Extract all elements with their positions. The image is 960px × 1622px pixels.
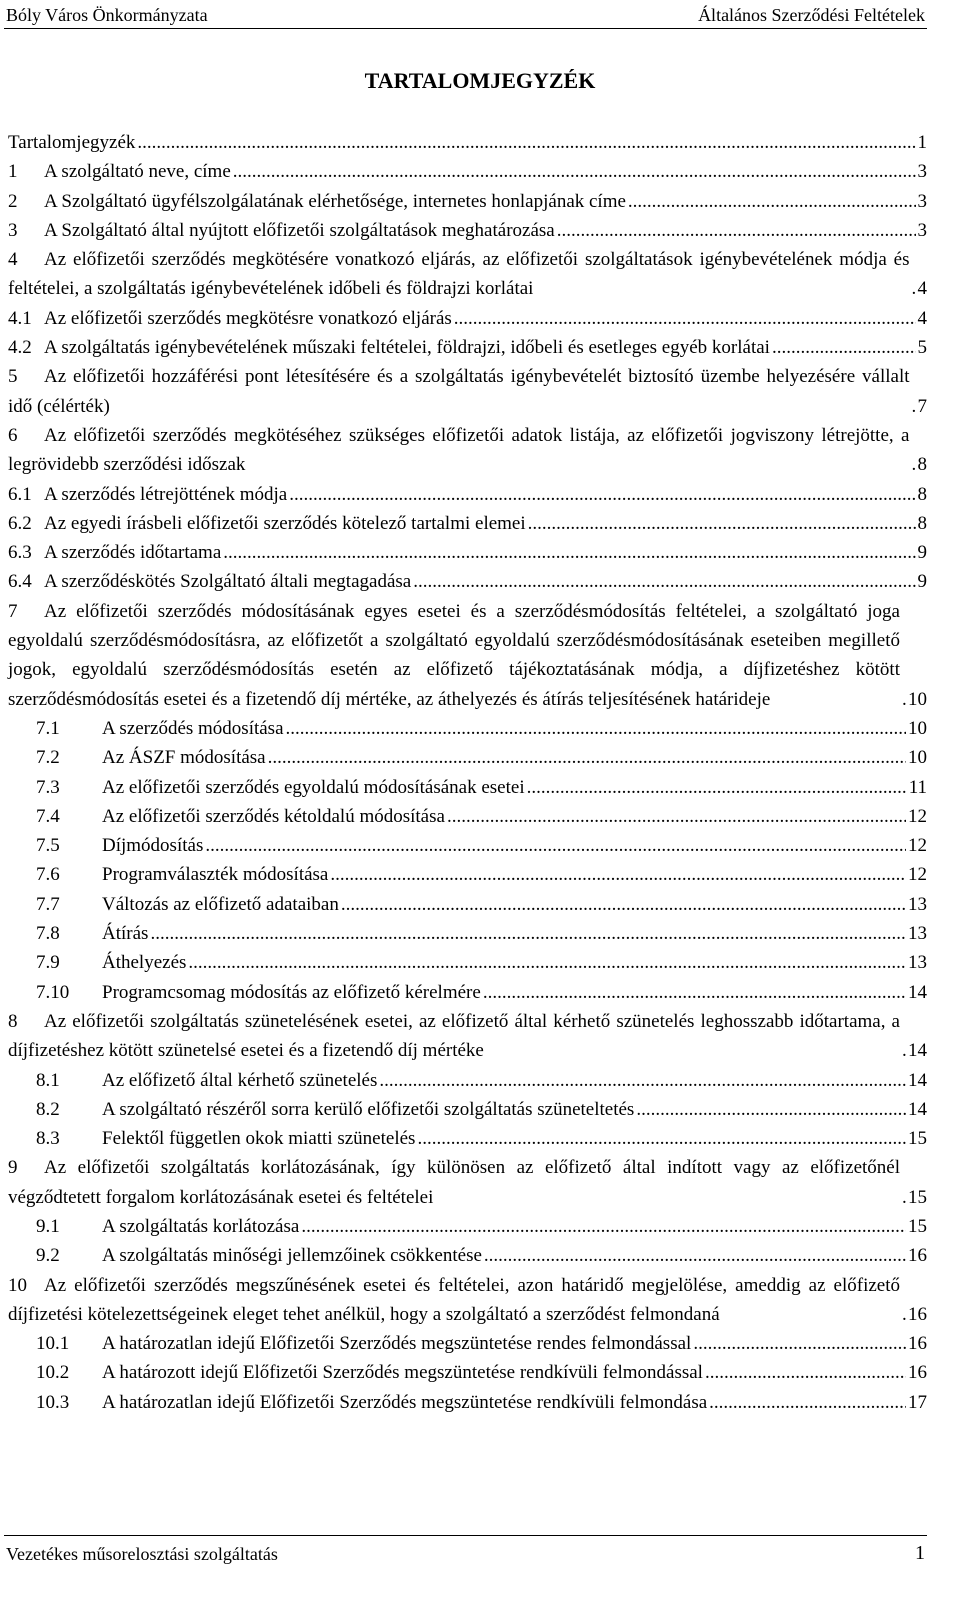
toc-entry-text: A szolgáltató részéről sorra kerülő előfizetői szolgáltatás szüneteltetés	[102, 1098, 635, 1120]
toc-entry-title	[8, 480, 287, 509]
header-organization: Bóly Város Önkormányzata	[6, 5, 208, 25]
toc-entry[interactable]	[8, 245, 927, 304]
toc-entry-text: Az előfizetői hozzáférési pont létesítésére és a szolgáltatás igénybevételét biztosító üzembe helyezésére vállalt idő (célérték)	[8, 366, 910, 417]
toc-entry-page: 3	[917, 161, 927, 183]
toc-dot-leader	[634, 1095, 906, 1124]
toc-entry-number: 10.2	[36, 1362, 70, 1384]
toc-entry[interactable]	[8, 1241, 927, 1270]
toc-entry-title	[8, 1271, 900, 1330]
toc-entry-page: 9	[917, 571, 927, 593]
toc-entry-text: Tartalomjegyzék	[8, 132, 136, 153]
toc-entry-number: 1	[8, 161, 18, 183]
toc-entry-number: 5	[8, 366, 18, 388]
toc-entry-page: 12	[908, 805, 927, 827]
toc-entry[interactable]	[8, 1095, 927, 1124]
toc-entry-text: Az ÁSZF módosítása	[102, 747, 266, 769]
toc-dot-leader	[910, 450, 916, 479]
toc-entry[interactable]	[8, 831, 927, 860]
toc-entry-page: 14	[908, 981, 927, 1003]
toc-entry-page: 12	[908, 835, 927, 857]
toc-entry-number: 7.4	[36, 805, 60, 827]
toc-entry-text: Az előfizetői szerződés megkötésére vonatkozó eljárás, az előfizetői szolgáltatások igénybevételének módja és feltételei, a szolgáltatás igénybevételének időbeli és földrajzi korlátai	[8, 249, 910, 300]
toc-entry-page: 4	[917, 307, 927, 329]
toc-entry-page: 3	[917, 190, 927, 212]
toc-entry-page: 5	[917, 337, 927, 359]
toc-entry[interactable]	[8, 1212, 927, 1241]
toc-entry[interactable]	[8, 714, 927, 743]
toc-entry-number: 8	[8, 1010, 18, 1032]
toc-entry-text: Programválaszték módosítása	[102, 864, 329, 886]
toc-entry[interactable]	[8, 421, 927, 480]
toc-dot-leader	[691, 1329, 906, 1358]
toc-dot-leader	[555, 216, 916, 245]
toc-entry-title	[8, 362, 910, 421]
toc-entry-text: A szerződéskötés Szolgáltató általi megtagadása	[44, 571, 412, 593]
footer-service-name: Vezetékes műsorelosztási szolgáltatás	[6, 1544, 278, 1564]
toc-entry-page: 16	[908, 1333, 927, 1355]
toc-entry-title	[8, 157, 231, 186]
toc-entry-number: 8.1	[36, 1069, 60, 1091]
toc-entry-text: Az előfizetői szerződés módosításának egyes esetei és a szerződésmódosítás feltételei, a szolgáltató joga egyoldalú szerződésmódosításra, az előfizetőt a szolgáltató egyoldalú szerződésmódosításának eseteiben megillető jogok, egyoldalú szerződésmódosítás esetén az előfizető tájékoztatásának módja, a díjfizetéshez kötött szerződésmódosítás esetei és a fizetendő díj mértéke, az áthelyezés és átírás teljesítésének határideje	[8, 600, 900, 710]
toc-entry-number: 2	[8, 190, 18, 212]
toc-entry[interactable]	[8, 567, 927, 596]
toc-entry-number: 8.3	[36, 1128, 60, 1150]
toc-entry-title	[36, 1066, 377, 1095]
page-title: TARTALOMJEGYZÉK	[364, 68, 596, 93]
toc-entry-page: 16	[908, 1245, 927, 1267]
toc-entry[interactable]	[8, 1271, 927, 1330]
toc-entry-title	[36, 1241, 482, 1270]
toc-entry-title	[36, 978, 481, 1007]
toc-entry-number: 7.1	[36, 717, 60, 739]
toc-entry-number: 4.2	[8, 337, 32, 359]
toc-entry-page: 8	[917, 483, 927, 505]
toc-entry-text: Az előfizetői szerződés egyoldalú módosításának esetei	[102, 776, 525, 798]
toc-entry-number: 8.2	[36, 1098, 60, 1120]
toc-entry-text: Átírás	[102, 923, 149, 945]
toc-dot-leader	[452, 304, 916, 333]
toc-dot-leader	[910, 392, 916, 421]
toc-entry-number: 10.3	[36, 1391, 70, 1413]
toc-entry-text: A Szolgáltató ügyfélszolgálatának elérhetősége, internetes honlapjának címe	[44, 190, 626, 212]
toc-entry-title	[8, 216, 555, 245]
toc-entry[interactable]	[8, 1329, 927, 1358]
toc-entry-page: 10	[908, 717, 927, 739]
toc-dot-leader	[328, 860, 906, 889]
toc-dot-leader	[266, 743, 906, 772]
toc-entry-text: Az előfizetői szerződés kétoldalú módosítása	[102, 805, 445, 827]
toc-entry-page: 16	[908, 1362, 927, 1384]
page-footer	[4, 1535, 927, 1566]
toc-dot-leader	[445, 802, 906, 831]
toc-entry-page: 15	[908, 1128, 927, 1150]
toc-entry-text: Az előfizetői szerződés megszűnésének esetei és feltételei, azon határidő megjelölése, ameddig az előfizető díjfizetési kötelezettségeinek eleget tehet anélkül, hogy a szolgáltató a szerződést felmondaná	[8, 1274, 900, 1325]
toc-entry[interactable]	[8, 480, 927, 509]
toc-entry-number: 7	[8, 600, 18, 622]
toc-entry-number: 10	[8, 1274, 27, 1296]
toc-entry-page: 16	[908, 1303, 927, 1325]
toc-dot-leader	[525, 773, 907, 802]
toc-entry-title	[36, 831, 203, 860]
toc-entry-title	[36, 1212, 299, 1241]
toc-dot-leader	[203, 831, 906, 860]
toc-entry-title	[36, 1329, 691, 1358]
toc-entry-page: 13	[908, 952, 927, 974]
toc-entry[interactable]	[8, 538, 927, 567]
toc-entry-number: 4.1	[8, 307, 32, 329]
toc-entry-page: 3	[917, 219, 927, 241]
toc-entry-title	[8, 245, 910, 304]
table-of-contents	[8, 128, 927, 1417]
toc-entry-text: A szolgáltató neve, címe	[44, 161, 231, 183]
toc-dot-leader	[287, 480, 915, 509]
toc-entry[interactable]	[8, 948, 927, 977]
toc-entry-title	[8, 333, 770, 362]
toc-entry-page: 10	[908, 688, 927, 710]
toc-entry-title	[36, 773, 525, 802]
toc-entry[interactable]	[8, 597, 927, 714]
toc-entry-text: Az egyedi írásbeli előfizetői szerződés kötelező tartalmi elemei	[44, 512, 526, 534]
toc-entry-title	[36, 919, 148, 948]
toc-entry-text: Áthelyezés	[102, 952, 187, 974]
toc-entry[interactable]	[8, 1358, 927, 1387]
toc-dot-leader	[900, 685, 906, 714]
toc-dot-leader	[186, 948, 906, 977]
toc-dot-leader	[377, 1066, 906, 1095]
toc-entry[interactable]	[8, 157, 927, 186]
toc-entry-number: 9	[8, 1157, 18, 1179]
toc-entry-page: 15	[908, 1215, 927, 1237]
toc-entry-text: Díjmódosítás	[102, 835, 204, 857]
toc-entry-number: 4	[8, 249, 18, 271]
toc-entry[interactable]	[8, 1388, 927, 1417]
toc-entry-page: 4	[917, 278, 927, 300]
toc-entry-title	[8, 128, 135, 157]
toc-entry-title	[36, 714, 284, 743]
toc-entry[interactable]	[8, 773, 927, 802]
toc-entry-text: A szerződés időtartama	[44, 542, 222, 564]
toc-entry-page: 13	[908, 923, 927, 945]
toc-entry-page: 8	[917, 512, 927, 534]
toc-entry-number: 7.10	[36, 981, 70, 1003]
toc-entry-page: 1	[917, 132, 927, 153]
toc-entry-number: 7.3	[36, 776, 60, 798]
toc-entry-title	[8, 538, 221, 567]
toc-entry-page: 12	[908, 864, 927, 886]
toc-entry-text: A határozatlan idejű Előfizetői Szerződés megszüntetése rendkívüli felmondása	[102, 1391, 708, 1413]
toc-entry[interactable]	[8, 802, 927, 831]
toc-entry-page: 10	[908, 747, 927, 769]
toc-dot-leader	[221, 538, 915, 567]
toc-entry-title	[8, 421, 910, 480]
toc-entry-title	[36, 1095, 634, 1124]
toc-dot-leader	[526, 509, 916, 538]
toc-entry[interactable]	[8, 1007, 927, 1066]
toc-entry-text: Az előfizetői szerződés megkötéséhez szükséges előfizetői adatok listája, az előfizetői jogviszony létrejötte, a legrövidebb szerződési időszak	[8, 424, 910, 476]
toc-dot-leader	[703, 1358, 906, 1387]
toc-entry[interactable]	[8, 362, 927, 421]
toc-entry-number: 6.1	[8, 483, 32, 505]
toc-entry-title	[8, 509, 526, 538]
toc-entry[interactable]	[8, 978, 927, 1007]
toc-entry-text: Az előfizetői szolgáltatás szünetelésének esetei, az előfizető által kérhető szünetelés leghosszabb időtartama, a díjfizetéshez kötött szünetelsé esetei és a fizetendő díj mértéke	[8, 1010, 900, 1062]
toc-dot-leader	[148, 919, 906, 948]
toc-entry-title	[8, 304, 452, 333]
toc-dot-leader	[339, 890, 906, 919]
toc-entry-title	[36, 948, 186, 977]
toc-entry-page: 15	[908, 1186, 927, 1208]
toc-entry[interactable]	[8, 304, 927, 333]
toc-entry-number: 6	[8, 424, 18, 446]
toc-entry-text: A határozatlan idejű Előfizetői Szerződés megszüntetése rendes felmondással	[102, 1333, 692, 1355]
toc-entry-number: 7.7	[36, 893, 60, 915]
toc-entry[interactable]	[8, 1124, 927, 1153]
toc-dot-leader	[481, 978, 906, 1007]
toc-entry-number: 6.4	[8, 571, 32, 593]
toc-entry[interactable]	[8, 743, 927, 772]
toc-dot-leader	[284, 714, 906, 743]
toc-entry-page: 13	[908, 893, 927, 915]
toc-entry-text: Programcsomag módosítás az előfizető kérelmére	[102, 981, 481, 1003]
toc-entry-text: Az előfizetői szolgáltatás korlátozásának, így különösen az előfizető által indított vagy az előfizetőnél végződtetett forgalom korlátozásának esetei és feltételei	[8, 1157, 900, 1208]
toc-entry[interactable]	[8, 216, 927, 245]
toc-entry-number: 10.1	[36, 1333, 70, 1355]
toc-dot-leader	[910, 274, 916, 303]
toc-entry-number: 6.3	[8, 542, 32, 564]
toc-entry[interactable]	[8, 128, 927, 157]
toc-entry[interactable]	[8, 919, 927, 948]
toc-entry-title	[8, 1153, 900, 1212]
toc-dot-leader	[231, 157, 916, 186]
toc-entry-title	[36, 860, 328, 889]
toc-entry-number: 7.5	[36, 835, 60, 857]
toc-entry[interactable]	[8, 1153, 927, 1212]
toc-entry-number: 9.2	[36, 1245, 60, 1267]
toc-dot-leader	[900, 1036, 906, 1065]
toc-entry-text: A szerződés módosítása	[102, 717, 284, 739]
toc-entry-text: Az előfizető által kérhető szünetelés	[102, 1069, 378, 1091]
toc-entry-page: 14	[908, 1098, 927, 1120]
toc-entry-number: 7.9	[36, 952, 60, 974]
toc-entry-page: 14	[908, 1069, 927, 1091]
toc-dot-leader	[626, 187, 916, 216]
toc-entry[interactable]	[8, 333, 927, 362]
toc-entry-text: Felektől független okok miatti szünetelés	[102, 1128, 416, 1150]
toc-dot-leader	[707, 1388, 906, 1417]
toc-entry-title	[8, 567, 411, 596]
toc-entry-title	[8, 187, 626, 216]
toc-dot-leader	[770, 333, 916, 362]
toc-entry[interactable]	[8, 187, 927, 216]
toc-entry-page: 11	[908, 776, 927, 798]
toc-entry-title	[36, 890, 339, 919]
toc-entry-title	[36, 1388, 707, 1417]
toc-entry-text: A szolgáltatás minőségi jellemzőinek csökkentése	[102, 1245, 482, 1267]
toc-entry-text: A szolgáltatás korlátozása	[102, 1215, 300, 1237]
toc-entry[interactable]	[8, 860, 927, 889]
toc-dot-leader	[415, 1124, 906, 1153]
toc-entry-text: Változás az előfizető adataiban	[102, 893, 339, 915]
header-document-title: Általános Szerződési Feltételek	[698, 5, 925, 25]
toc-entry-page: 7	[917, 395, 927, 417]
toc-entry-page: 9	[917, 542, 927, 564]
toc-entry-text: A Szolgáltató által nyújtott előfizetői szolgáltatások meghatározása	[44, 219, 555, 241]
toc-entry-title	[8, 1007, 900, 1066]
toc-entry[interactable]	[8, 890, 927, 919]
toc-entry-title	[36, 743, 266, 772]
toc-dot-leader	[900, 1300, 906, 1329]
toc-entry-number: 7.6	[36, 864, 60, 886]
toc-dot-leader	[411, 567, 915, 596]
toc-entry-text: Az előfizetői szerződés megkötésre vonatkozó eljárás	[44, 307, 452, 329]
toc-dot-leader	[299, 1212, 906, 1241]
toc-dot-leader	[482, 1241, 906, 1270]
toc-entry-number: 9.1	[36, 1215, 60, 1237]
toc-entry-title	[8, 597, 900, 714]
toc-entry-text: A szolgáltatás igénybevételének műszaki feltételei, földrajzi, időbeli és esetleges egyéb korlátai	[44, 337, 770, 359]
toc-entry-number: 7.2	[36, 747, 60, 769]
toc-entry-number: 7.8	[36, 923, 60, 945]
page-number: 1	[915, 1542, 925, 1564]
toc-entry-page: 8	[917, 454, 927, 476]
page-header	[4, 2, 927, 29]
toc-entry[interactable]	[8, 509, 927, 538]
toc-entry-number: 3	[8, 219, 18, 241]
toc-entry-title	[36, 1124, 415, 1153]
toc-entry-page: 14	[908, 1040, 927, 1062]
toc-entry-page: 17	[908, 1391, 927, 1413]
toc-entry-number: 6.2	[8, 512, 32, 534]
toc-entry-text: A határozott idejű Előfizetői Szerződés megszüntetése rendkívüli felmondással	[102, 1362, 703, 1384]
toc-entry-text: A szerződés létrejöttének módja	[44, 483, 288, 505]
toc-entry[interactable]	[8, 1066, 927, 1095]
toc-dot-leader	[135, 128, 915, 157]
toc-dot-leader	[900, 1183, 906, 1212]
toc-entry-title	[36, 802, 445, 831]
toc-entry-title	[36, 1358, 703, 1387]
